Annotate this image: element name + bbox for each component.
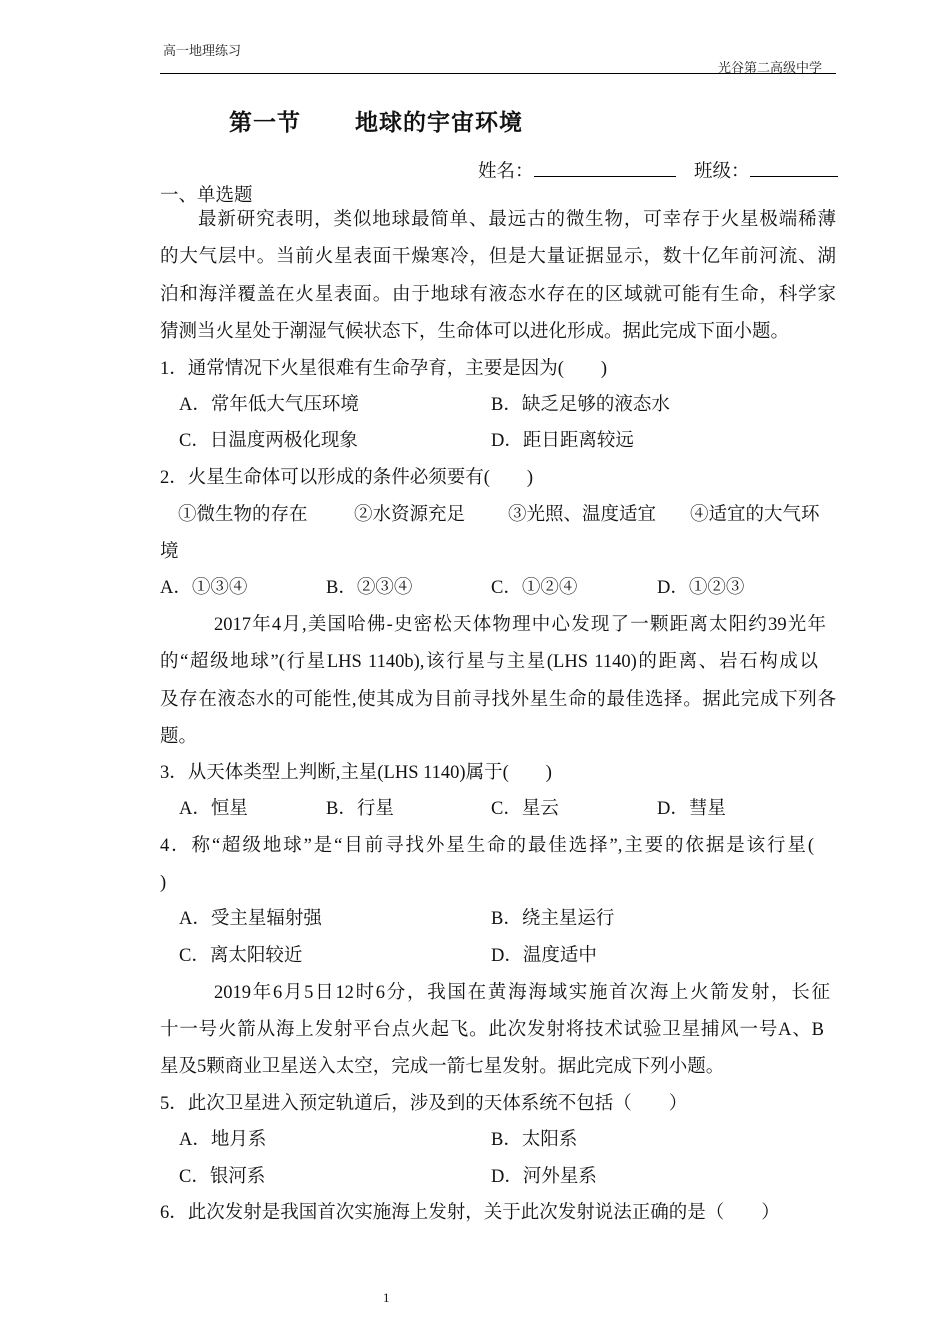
q1-stem: 1．通常情况下火星很难有生命孕育，主要是因为( ) <box>160 359 608 379</box>
q4-stem-cont: ) <box>160 873 167 893</box>
q3-stem: 3．从天体类型上判断,主星(LHS 1140)属于( ) <box>160 763 552 783</box>
class-label: 班级： <box>694 162 750 182</box>
header-left: 高一地理练习 <box>163 43 242 58</box>
passage2-line3: 及存在液态水的可能性,使其成为目前寻找外星生命的最佳选择。据此完成下列各 <box>160 690 836 710</box>
q5-option-b: B．太阳系 <box>491 1130 578 1150</box>
q1-option-a: A．常年低大气压环境 <box>179 395 359 415</box>
q3-option-c: C．星云 <box>491 799 559 819</box>
name-field <box>478 160 676 182</box>
name-label: 姓名： <box>478 162 534 182</box>
q2-option-b: B．②③④ <box>326 578 413 598</box>
passage3-line3: 星及5颗商业卫星送入太空，完成一箭七星发射。据此完成下列小题。 <box>160 1057 725 1077</box>
q2-stem: 2．火星生命体可以形成的条件必须要有( ) <box>160 468 534 488</box>
name-blank <box>534 160 676 177</box>
passage3-line1: 2019年6月5日12时6分，我国在黄海海域实施首次海上火箭发射，长征 <box>214 983 830 1003</box>
passage1-line3: 泊和海洋覆盖在火星表面。由于地球有液态水存在的区域就可能有生命，科学家 <box>160 285 836 305</box>
class-blank <box>750 160 838 177</box>
q4-option-c: C．离太阳较近 <box>179 946 303 966</box>
q2-item1: ①微生物的存在 <box>178 505 308 525</box>
q2-option-c: C．①②④ <box>491 578 578 598</box>
header-divider <box>160 73 836 74</box>
q3-option-b: B．行星 <box>326 799 394 819</box>
header-right: 光谷第二高级中学 <box>718 60 823 75</box>
q2-item4: ④适宜的大气环 <box>690 505 820 525</box>
q4-stem: 4．称“超级地球”是“目前寻找外星生命的最佳选择”,主要的依据是该行星( <box>160 836 814 856</box>
q5-option-a: A．地月系 <box>179 1130 267 1150</box>
q2-option-d: D．①②③ <box>657 578 745 598</box>
q4-option-b: B．绕主星运行 <box>491 909 615 929</box>
q2-item2: ②水资源充足 <box>354 505 466 525</box>
section-heading: 一、单选题 <box>160 186 253 206</box>
q5-option-d: D．河外星系 <box>491 1167 597 1187</box>
passage2-line1: 2017年4月,美国哈佛-史密松天体物理中心发现了一颗距离太阳约39光年 <box>214 615 826 635</box>
class-field <box>694 160 838 182</box>
q2-item3: ③光照、温度适宜 <box>508 505 657 525</box>
q5-stem: 5．此次卫星进入预定轨道后，涉及到的天体系统不包括（ ） <box>160 1094 688 1114</box>
passage1-line2: 的大气层中。当前火星表面干燥寒冷，但是大量证据显示，数十亿年前河流、湖 <box>160 247 836 267</box>
passage2-line4: 题。 <box>160 727 198 747</box>
passage1-line4: 猜测当火星处于潮湿气候状态下，生命体可以进化形成。据此完成下面小题。 <box>160 322 790 342</box>
q1-option-c: C．日温度两极化现象 <box>179 431 358 451</box>
q6-stem: 6．此次发射是我国首次实施海上发射，关于此次发射说法正确的是（ ） <box>160 1203 780 1223</box>
passage1-line1: 最新研究表明，类似地球最简单、最远古的微生物，可幸存于火星极端稀薄 <box>198 210 836 230</box>
passage3-line2: 十一号火箭从海上发射平台点火起飞。此次发射将技术试验卫星捕风一号A、B <box>160 1020 824 1040</box>
q1-option-b: B．缺乏足够的液态水 <box>491 395 670 415</box>
page-number: 1 <box>383 1290 390 1305</box>
section-number: 第一节 <box>229 110 301 136</box>
q5-option-c: C．银河系 <box>179 1167 266 1187</box>
page-title: 地球的宇宙环境 <box>355 110 523 136</box>
q1-option-d: D．距日距离较远 <box>491 431 634 451</box>
q2-item4-cont: 境 <box>160 542 179 562</box>
passage2-line2: 的“超级地球”(行星LHS 1140b),该行星与主星(LHS 1140)的距离、岩石构成以 <box>160 652 818 672</box>
q3-option-d: D．彗星 <box>657 799 726 819</box>
q4-option-a: A．受主星辐射强 <box>179 909 322 929</box>
q4-option-d: D．温度适中 <box>491 946 597 966</box>
q2-option-a: A．①③④ <box>160 578 248 598</box>
q3-option-a: A．恒星 <box>179 799 248 819</box>
